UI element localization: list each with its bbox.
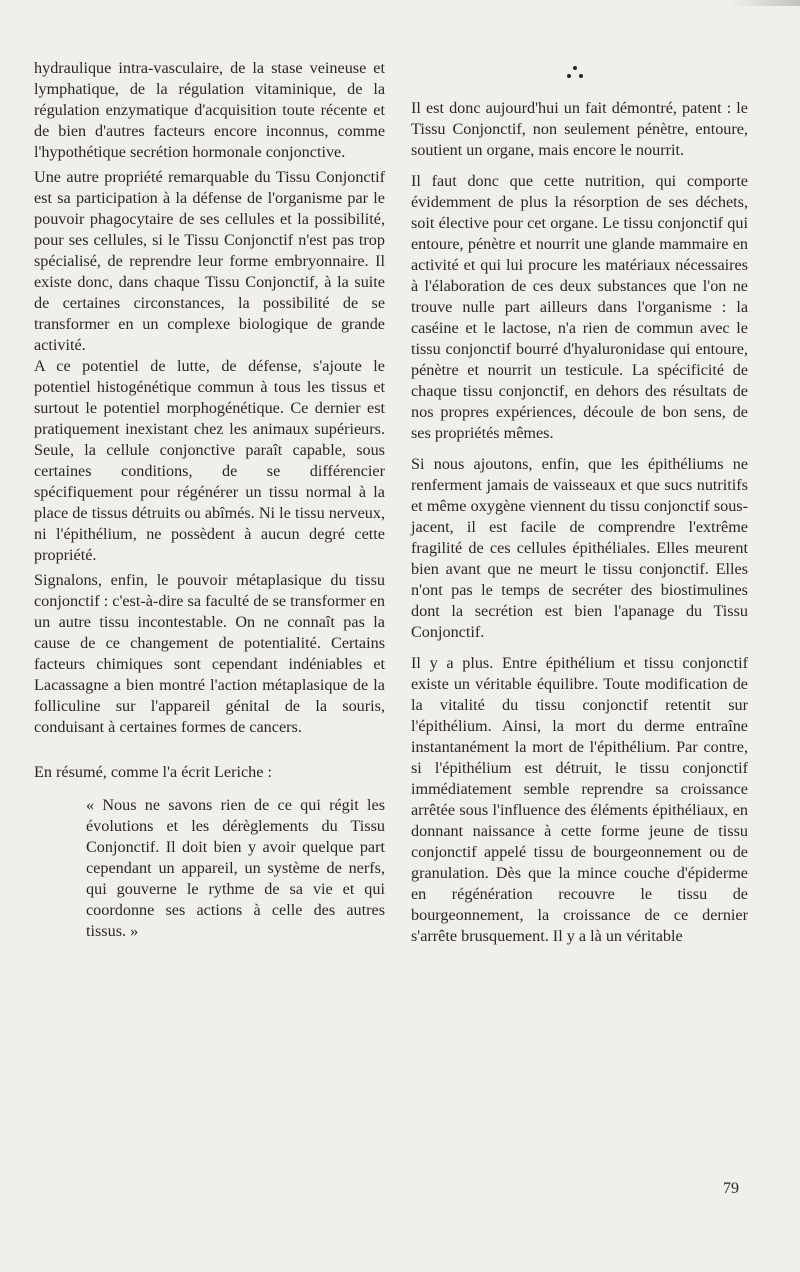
- page-edge-shadow: [730, 0, 800, 6]
- paragraph-equilibrium: Il y a plus. Entre épithélium et tissu conjonctif existe un véritable équilibre. Toute modification de la vitalité du tissu conjonctif retentit sur l'épithélium. Ainsi, la mort du derme entraîne instantanément la mort de l'épithélium. Par contre, si l'épithélium est détruit, le tissu conjonctif immédiatement semble reprendre sa croissance arrêtée sous l'influence des éléments épithéliaux, en donnant naissance à cette forme jeune de tissu conjonctif appelé tissu de bourgeonnement ou de granulation. Dès que la mince couche d'épiderme en régénération recouvre le tissu de bourgeonnement, la croissance de ce dernier s'arrête brusquement. Il y a là un véritable: [411, 654, 748, 945]
- asterism-ornament-icon: [563, 60, 587, 84]
- right-column: [411, 98, 748, 947]
- paragraph-nutrition-fact: Il est donc aujourd'hui un fait démontré, patent : le Tissu Conjonctif, non seulement pénètre, entoure, soutient un organe, mais encore le nourrit.: [411, 99, 748, 159]
- leriche-quote: « Nous ne savons rien de ce qui régit les évolutions et les dérèglements du Tissu Conjonctif. Il doit bien y avoir quelque part cependant un appareil, un système de nerfs, qui gouverne le rythme de sa vie et qui coordonne ses actions à celle des autres tissus. »: [86, 796, 385, 940]
- paragraph-metaplasia: Signalons, enfin, le pouvoir métaplasique du tissu conjonctif : c'est-à-dire sa faculté de se transformer en un autre tissu incontestable. On ne connaît pas la cause de ce changement de potentialité. Certains facteurs chimiques sont cependant indéniables et Lacassagne a bien montré l'action métaplasique de la folliculine sur l'appareil génital de la souris, conduisant à certaines formes de cancers.: [34, 571, 385, 736]
- paragraph-defense: Une autre propriété remarquable du Tissu Conjonctif est sa participation à la défense de l'organisme par le pouvoir phagocytaire de ses cellules et la possibilité, pour ses cellules, si le Tissu Conjonctif n'est pas trop spécialisé, de reprendre leur forme embryonnaire. Il existe donc, dans chaque Tissu Conjonctif, à la suite de certaines circonstances, la possibilité de se transformer en un complexe biologique de grande activité.: [34, 168, 385, 354]
- left-column: [34, 58, 385, 942]
- paragraph-epithelium-fragility: Si nous ajoutons, enfin, que les épithéliums ne renferment jamais de vaisseaux et que sucs nutritifs et même oxygène viennent du tissu conjonctif sous-jacent, il est facile de comprendre l'extrême fragilité de ces cellules épithéliales. Elles meurent bien avant que ne meurt le tissu conjonctif. Elles n'ont pas le temps de secréter des biostimulines dont la secrétion est bien l'apanage du Tissu Conjonctif.: [411, 455, 748, 641]
- page-number: 79: [723, 1180, 739, 1197]
- paragraph-histogenetic: A ce potentiel de lutte, de défense, s'ajoute le potentiel histogénétique commun à tous les tissus et surtout le potentiel morphogénétique. Ce dernier est pratiquement inexistant chez les animaux supérieurs. Seule, la cellule conjonctive paraît capable, sous certaines conditions, de se différencier spécifiquement pour régénérer un tissu normal à la place de tissus détruits ou abîmés. Ni le tissu nerveux, ni l'épithélium, ne possèdent à aucun degré cette propriété.: [34, 357, 385, 564]
- paragraph-summary-intro: En résumé, comme l'a écrit Leriche :: [34, 763, 272, 781]
- paragraph-regulation: hydraulique intra-vasculaire, de la stase veineuse et lymphatique, de la régulation vitaminique, de la régulation enzymatique d'acquisition toute récente et de bien d'autres facteurs encore inconnus, comme l'hypothétique secrétion hormonale conjonctive.: [34, 59, 385, 161]
- paragraph-specificity: Il faut donc que cette nutrition, qui comporte évidemment de plus la résorption de ses déchets, soit élective pour cet organe. Le tissu conjonctif qui entoure, pénètre et nourrit une glande mammaire en activité et qui lui procure les matériaux nécessaires à l'élaboration de ces deux substances que l'on ne trouve nulle part ailleurs dans l'organisme : la caséine et le lactose, n'a rien de commun avec le tissu conjonctif bourré d'hyaluronidase qui entoure, pénètre et nourrit un testicule. La spécificité de chaque tissu conjonctif, en dehors des résultats de nos propres expériences, découle de bon sens, de ses propriétés mêmes.: [411, 172, 748, 442]
